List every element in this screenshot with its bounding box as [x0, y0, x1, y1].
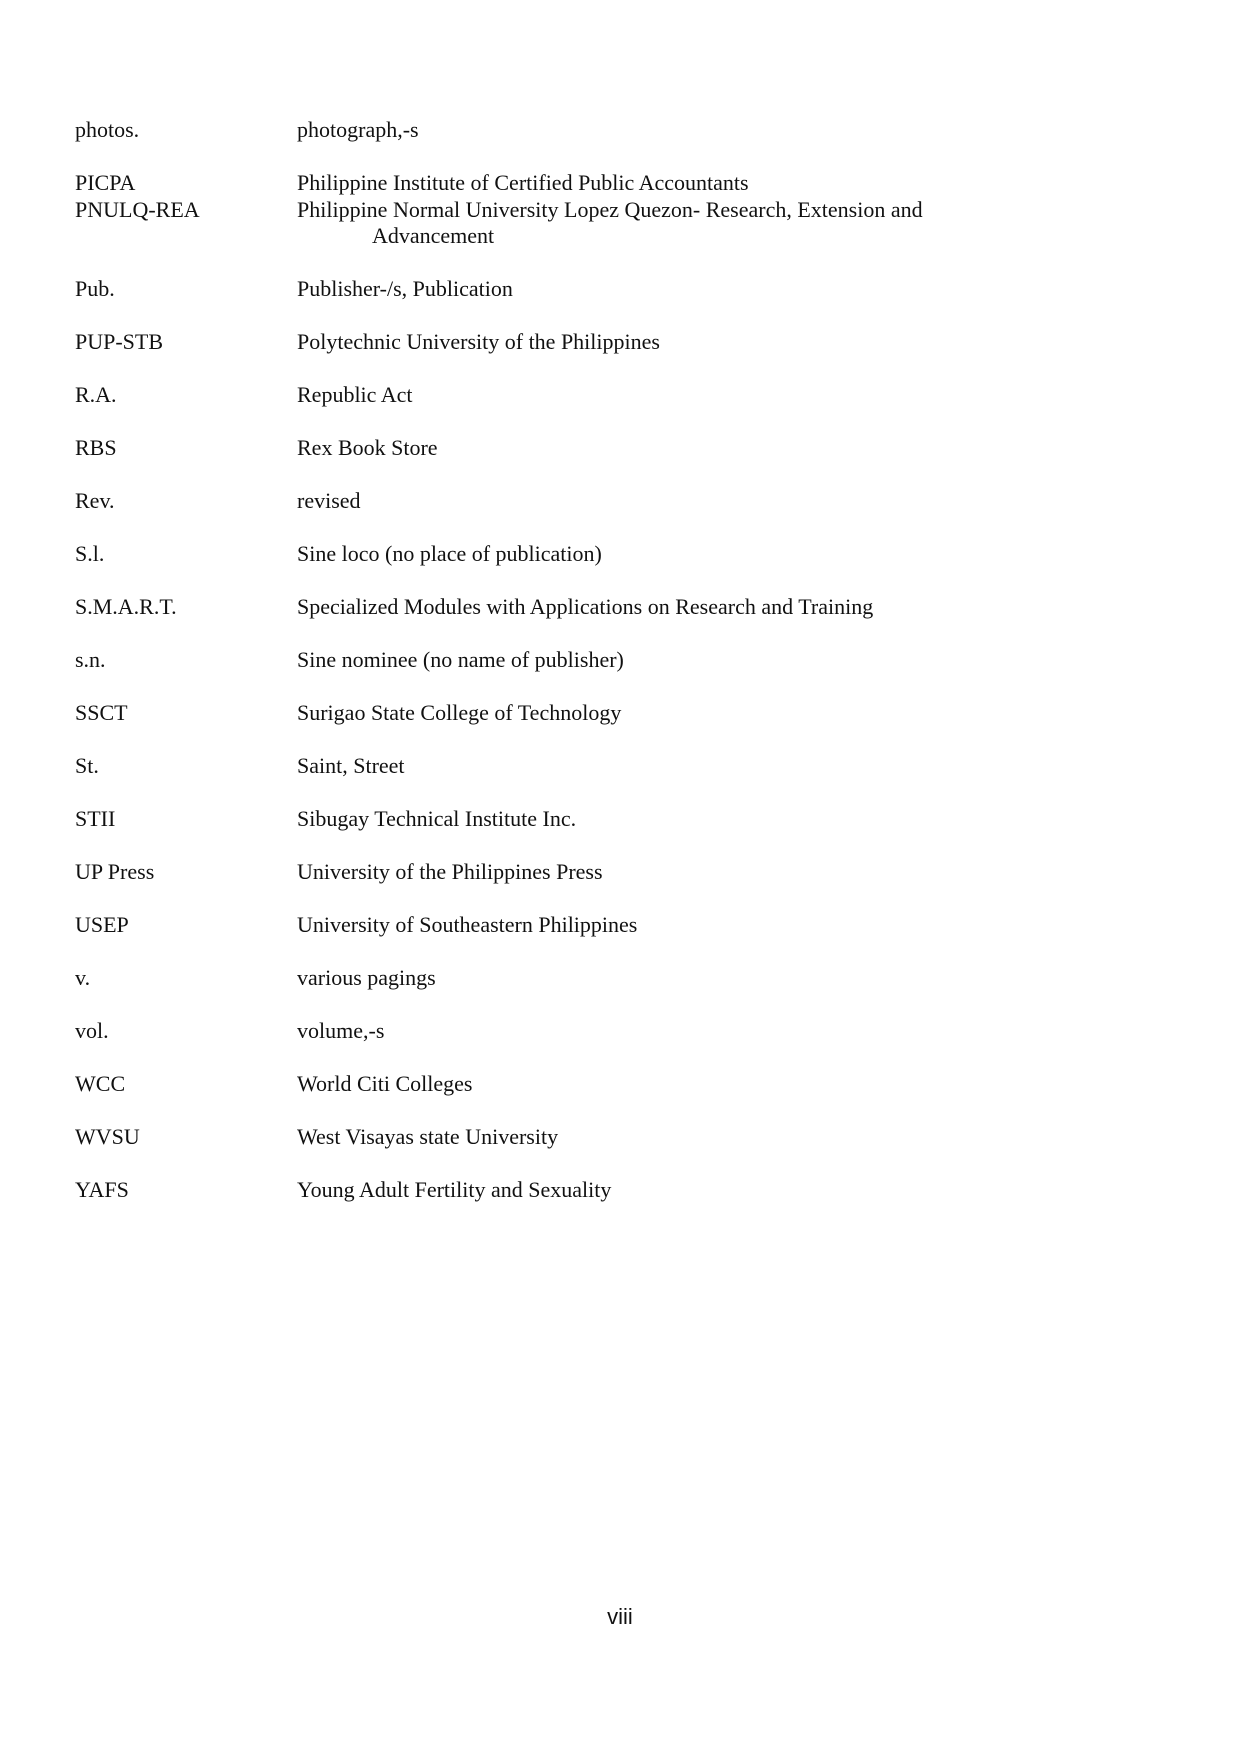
abbreviation-definition: volume,-s: [297, 1018, 385, 1043]
abbreviation-term: Rev.: [75, 488, 115, 513]
abbreviation-term: S.M.A.R.T.: [75, 594, 177, 619]
list-item: [75, 276, 1175, 303]
abbreviation-definition: Publisher-/s, Publication: [297, 276, 513, 301]
abbreviation-definition: West Visayas state University: [297, 1124, 559, 1149]
list-item: [75, 382, 1175, 409]
abbreviation-definition: Surigao State College of Technology: [297, 700, 622, 725]
abbreviation-definition: [297, 197, 997, 250]
abbreviation-definition: Sibugay Technical Institute Inc.: [297, 806, 577, 831]
list-item: [75, 435, 1175, 462]
list-item: [75, 647, 1175, 674]
list-item: [75, 700, 1175, 727]
list-item: [75, 965, 1175, 992]
abbreviation-term: RBS: [75, 435, 117, 460]
abbreviation-term: PUP-STB: [75, 329, 164, 354]
page-number: viii: [607, 1604, 633, 1629]
definition-continuation: Advancement: [372, 223, 495, 248]
list-item: [75, 594, 1175, 621]
list-item: [75, 541, 1175, 568]
abbreviation-definition: Specialized Modules with Applications on Research and Training: [297, 594, 874, 619]
abbreviation-definition: Sine loco (no place of publication): [297, 541, 602, 566]
abbreviation-definition: Republic Act: [297, 382, 413, 407]
abbreviation-term: photos.: [75, 117, 140, 142]
abbreviation-definition: Polytechnic University of the Philippines: [297, 329, 660, 354]
abbreviation-term: S.l.: [75, 541, 105, 566]
abbreviation-term: s.n.: [75, 647, 106, 672]
abbreviation-definition: University of the Philippines Press: [297, 859, 603, 884]
list-item: [75, 170, 1175, 197]
abbreviation-definition: University of Southeastern Philippines: [297, 912, 638, 937]
abbreviation-list: [75, 117, 1175, 1230]
abbreviation-term: STII: [75, 806, 116, 831]
abbreviation-term: Pub.: [75, 276, 115, 301]
list-item: [75, 912, 1175, 939]
abbreviation-term: v.: [75, 965, 91, 990]
abbreviation-term: SSCT: [75, 700, 128, 725]
abbreviation-definition: Sine nominee (no name of publisher): [297, 647, 624, 672]
list-item: [75, 1071, 1175, 1098]
list-item: [75, 488, 1175, 515]
list-item: [75, 117, 1175, 144]
abbreviation-term: vol.: [75, 1018, 109, 1043]
abbreviation-term: WCC: [75, 1071, 126, 1096]
abbreviation-term: PNULQ-REA: [75, 196, 200, 222]
abbreviation-definition: Saint, Street: [297, 753, 405, 778]
list-item: [75, 1177, 1175, 1204]
list-item: [75, 806, 1175, 833]
list-item: [75, 753, 1175, 780]
abbreviation-term: PICPA: [75, 170, 136, 195]
list-item: [75, 1124, 1175, 1151]
abbreviation-term: UP Press: [75, 859, 155, 884]
definition-line: Philippine Normal University Lopez Quezon- Research, Extension and: [297, 196, 923, 222]
abbreviation-term: YAFS: [75, 1177, 129, 1202]
abbreviation-definition: World Citi Colleges: [297, 1071, 473, 1096]
list-item: [75, 329, 1175, 356]
abbreviation-definition: photograph,-s: [297, 117, 419, 142]
abbreviation-term: R.A.: [75, 382, 117, 407]
abbreviation-definition: Philippine Institute of Certified Public Accountants: [297, 170, 749, 195]
abbreviation-term: St.: [75, 753, 99, 778]
abbreviation-term: USEP: [75, 912, 129, 937]
abbreviation-definition: revised: [297, 488, 361, 513]
abbreviation-definition: various pagings: [297, 965, 436, 990]
list-item: [75, 859, 1175, 886]
abbreviation-definition: Young Adult Fertility and Sexuality: [297, 1177, 612, 1202]
list-item: [75, 1018, 1175, 1045]
list-item: [75, 197, 1175, 250]
abbreviation-definition: Rex Book Store: [297, 435, 438, 460]
abbreviation-term: WVSU: [75, 1124, 140, 1149]
